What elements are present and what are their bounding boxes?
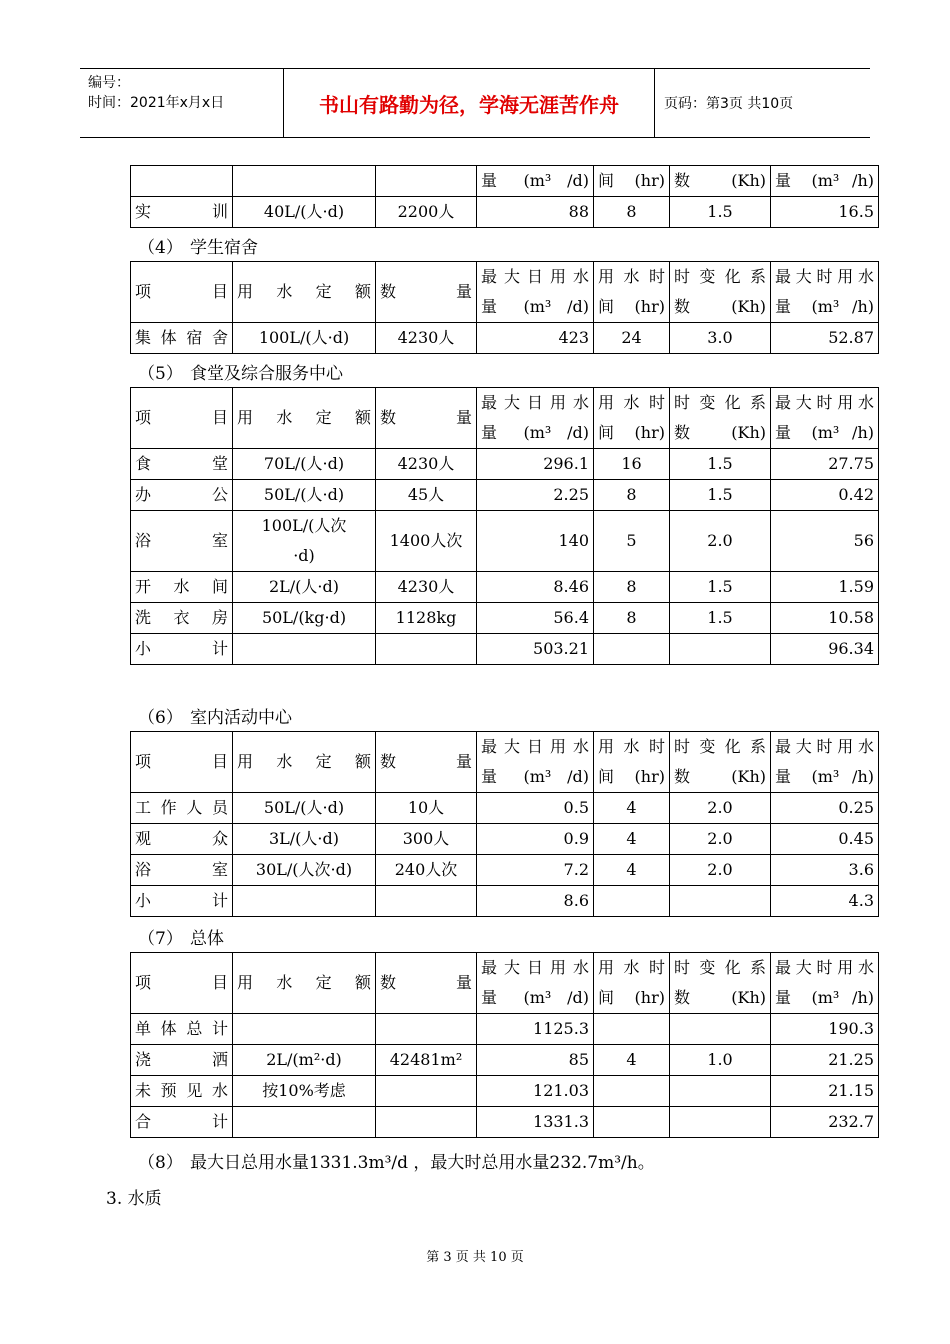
header-meta bbox=[88, 73, 284, 113]
table-row: 浴 室 100L/(人次 ·d) 1400人次 140 5 2.0 56 bbox=[131, 511, 879, 572]
motto: 书山有路勤为径，学海无涯苦作舟 bbox=[283, 69, 655, 137]
table-row-subtotal: 小 计 503.21 96.34 bbox=[131, 634, 879, 665]
table-canteen bbox=[130, 387, 879, 665]
table-row-total: 合 计 1331.3 232.7 bbox=[131, 1107, 879, 1138]
table-row: 浴 室 30L/(人次·d) 240人次 7.2 4 2.0 3.6 bbox=[131, 855, 879, 886]
table-header: 项 目 用 水 定 额 数 量 最大日用水 量 (m³ /d) 用水时 间(hr) 时变化系 数 (Kh) 最大时用水 量 (m³ /h) bbox=[131, 732, 879, 793]
table-overall bbox=[130, 952, 879, 1138]
section-5-title: （5） 食堂及综合服务中心 bbox=[138, 364, 343, 384]
section-7-title: （7） 总体 bbox=[138, 929, 224, 949]
table-row: 办 公 50L/(人·d) 45人 2.25 8 1.5 0.42 bbox=[131, 480, 879, 511]
table-row: 开 水 间 2L/(人·d) 4230人 8.46 8 1.5 1.59 bbox=[131, 572, 879, 603]
page-header bbox=[80, 68, 870, 138]
table-header-fragment: 量 (m³ /d) 间(hr) 数 (Kh) 量 (m³ /h) bbox=[131, 166, 879, 197]
table-row-subtotal: 小 计 8.6 4.3 bbox=[131, 886, 879, 917]
table-row: 食 堂 70L/(人·d) 4230人 296.1 16 1.5 27.75 bbox=[131, 449, 879, 480]
time-label: 时间：2021年x月x日 bbox=[88, 95, 225, 111]
table-row: 集体宿舍 100L/(人·d) 4230人 423 24 3.0 52.87 bbox=[131, 323, 879, 354]
table-header: 项 目 用 水 定 额 数 量 最大日用水 量 (m³ /d) 用水时 间(hr) 时变化系 数 (Kh) 最大时用水 量 (m³ /h) bbox=[131, 262, 879, 323]
table-row: 观 众 3L/(人·d) 300人 0.9 4 2.0 0.45 bbox=[131, 824, 879, 855]
table-header: 项 目 用 水 定 额 数 量 最大日用水 量 (m³ /d) 用水时 间(hr) 时变化系 数 (Kh) 最大时用水 量 (m³ /h) bbox=[131, 953, 879, 1014]
table-activity-center bbox=[130, 731, 879, 917]
table-row: 洗 衣 房 50L/(kg·d) 1128kg 56.4 8 1.5 10.58 bbox=[131, 603, 879, 634]
number-label: 编号： bbox=[88, 75, 130, 91]
section-6-title: （6） 室内活动中心 bbox=[138, 708, 292, 728]
table-row: 工作人员 50L/(人·d) 10人 0.5 4 2.0 0.25 bbox=[131, 793, 879, 824]
table-dormitory bbox=[130, 261, 879, 354]
section-8-summary: （8） 最大日总用水量1331.3m³/d ，最大时总用水量232.7m³/h。 bbox=[138, 1153, 655, 1173]
table-row: 浇 洒 2L/(m²·d) 42481m² 85 4 1.0 21.25 bbox=[131, 1045, 879, 1076]
page-footer: 第 3 页 共 10 页 bbox=[426, 1250, 524, 1265]
section-4-title: （4） 学生宿舍 bbox=[138, 238, 258, 258]
table-continued bbox=[130, 165, 879, 228]
water-quality-heading: 3. 水质 bbox=[106, 1189, 162, 1209]
table-row: 单体总计 1125.3 190.3 bbox=[131, 1014, 879, 1045]
page-label: 页码：第3页 共10页 bbox=[664, 96, 794, 112]
table-row: 实 训 40L/(人·d) 2200人 88 8 1.5 16.5 bbox=[131, 197, 879, 228]
table-header: 项 目 用 水 定 额 数 量 最大日用水 量 (m³ /d) 用水时 间(hr) 时变化系 数 (Kh) 最大时用水 量 (m³ /h) bbox=[131, 388, 879, 449]
table-row: 未预见水 按10%考虑 121.03 21.15 bbox=[131, 1076, 879, 1107]
